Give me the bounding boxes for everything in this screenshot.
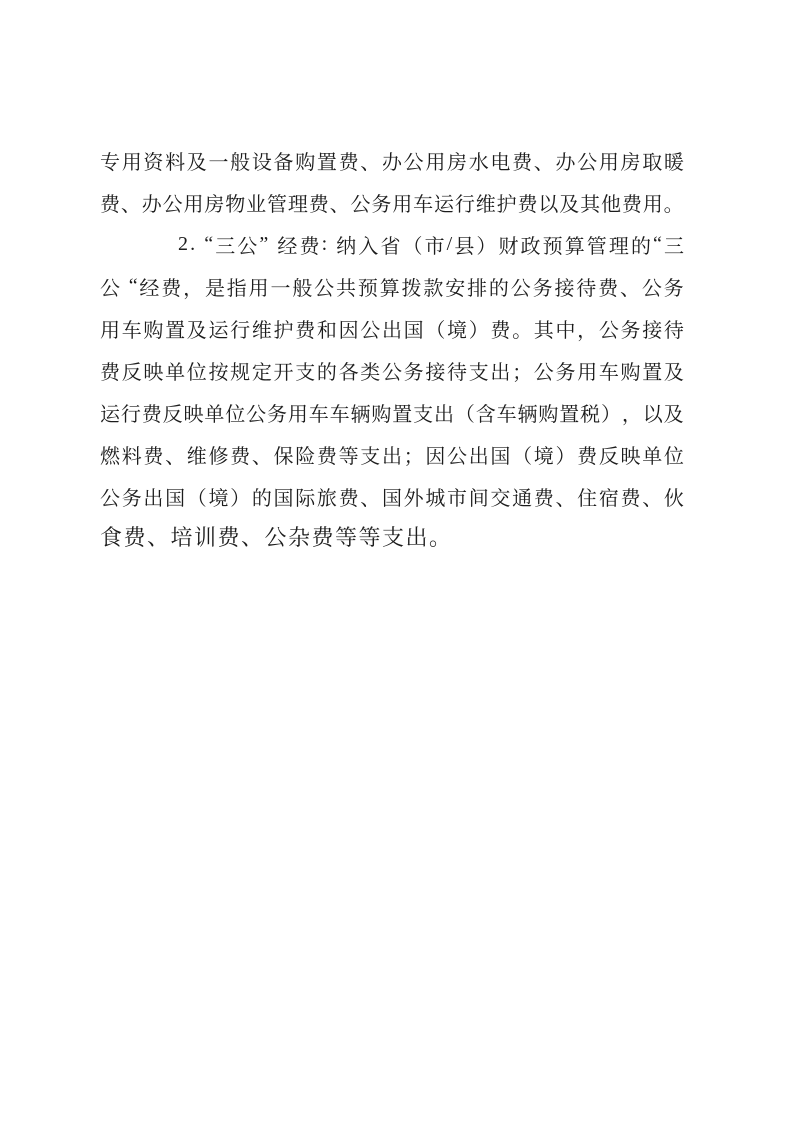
text-line: 运 行 费 反 映 单 位 公 务 用 车 车 辆 购 置 支 出 （ 含 车 辆 购 置 税 ） ， 以 及 <box>100 403 684 426</box>
text-line: 费 反 映 单 位 按 规 定 开 支 的 各 类 公 务 接 待 支 出 ； 公 务 用 车 购 置 及 <box>100 361 684 384</box>
text-line: 费 、 办 公 用 房 物 业 管 理 费 、 公 务 用 车 运 行 维 护 费 以 及 其 他 费 用 。 <box>100 193 684 216</box>
paragraph-2 <box>100 223 684 559</box>
text-block <box>100 139 684 559</box>
text-line-paragraph-end: 食费、培训费、公杂费等等支出。 <box>100 525 453 550</box>
text-line-numbered-first: 2 . “ 三 公 ” 经 费 : 纳 入 省 （ 市 / 县 ） 财 政 预 算 管 理 的 “ 三 <box>178 232 684 258</box>
text-line: 公 “ 经 费 ， 是 指 用 一 般 公 共 预 算 拨 款 安 排 的 公 务 接 待 费 、 公 务 <box>100 274 684 300</box>
text-line: 用 车 购 置 及 运 行 维 护 费 和 因 公 出 国 （ 境 ） 费 。 其 中 ， 公 务 接 待 <box>100 319 684 342</box>
text-line: 专 用 资 料 及 一 般 设 备 购 置 费 、 办 公 用 房 水 电 费 、 办 公 用 房 取 暖 <box>100 151 684 174</box>
text-line: 燃 料 费 、 维 修 费 、 保 险 费 等 支 出 ； 因 公 出 国 （ 境 ） 费 反 映 单 位 <box>100 445 684 468</box>
paragraph-1 <box>100 139 684 223</box>
text-line: 公 务 出 国 （ 境 ） 的 国 际 旅 费 、 国 外 城 市 间 交 通 费 、 住 宿 费 、 伙 <box>100 487 684 510</box>
